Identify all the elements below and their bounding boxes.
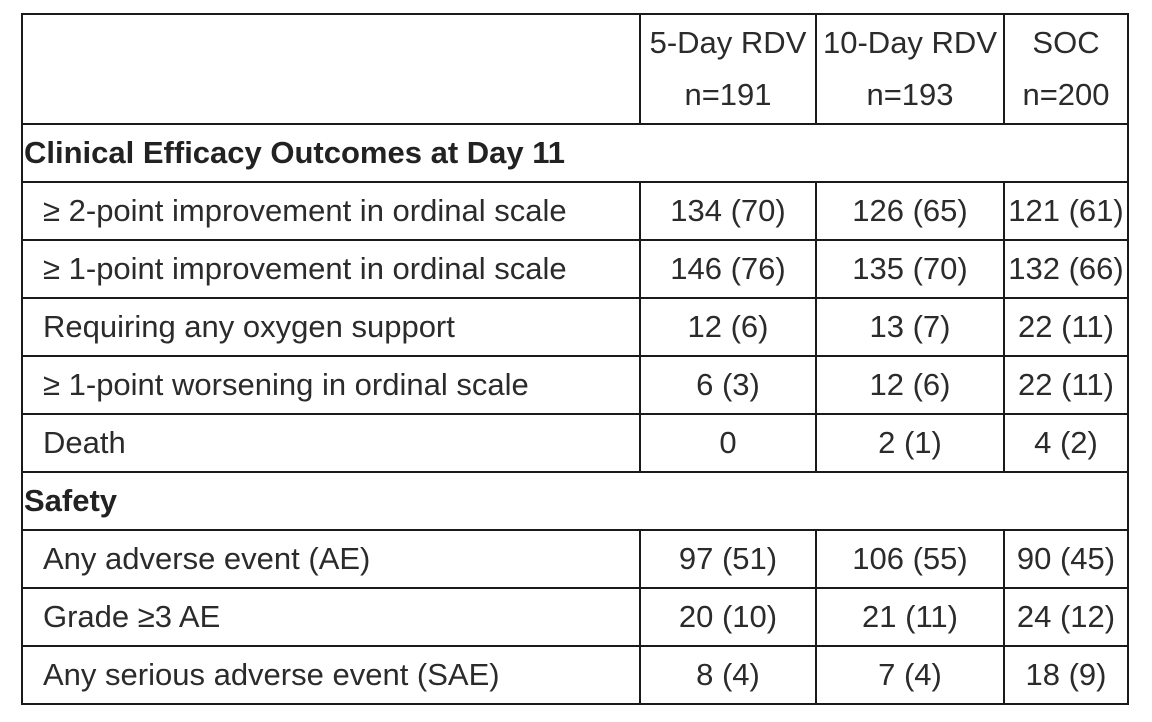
value-cell: 90 (45) bbox=[1004, 530, 1128, 588]
column-header-n: n=200 bbox=[1022, 77, 1110, 112]
value-cell: 0 bbox=[640, 414, 816, 472]
value-cell: 135 (70) bbox=[816, 240, 1004, 298]
row-label: Death bbox=[22, 414, 640, 472]
table-row bbox=[22, 356, 1128, 414]
row-label: Any serious adverse event (SAE) bbox=[22, 646, 640, 704]
value-cell: 126 (65) bbox=[816, 182, 1004, 240]
value-cell: 12 (6) bbox=[816, 356, 1004, 414]
header-corner-cell bbox=[22, 14, 640, 124]
section-title: Safety bbox=[22, 472, 1128, 530]
value-cell: 4 (2) bbox=[1004, 414, 1128, 472]
row-label: Requiring any oxygen support bbox=[22, 298, 640, 356]
value-cell: 146 (76) bbox=[640, 240, 816, 298]
table-row bbox=[22, 298, 1128, 356]
value-cell: 2 (1) bbox=[816, 414, 1004, 472]
value-cell: 24 (12) bbox=[1004, 588, 1128, 646]
table-row bbox=[22, 414, 1128, 472]
value-cell: 22 (11) bbox=[1004, 298, 1128, 356]
column-header-name: SOC bbox=[1032, 25, 1100, 60]
value-cell: 18 (9) bbox=[1004, 646, 1128, 704]
value-cell: 134 (70) bbox=[640, 182, 816, 240]
value-cell: 12 (6) bbox=[640, 298, 816, 356]
column-header-5-day-rdv bbox=[640, 14, 816, 124]
table-row bbox=[22, 646, 1128, 704]
value-cell: 22 (11) bbox=[1004, 356, 1128, 414]
column-header-name: 5-Day RDV bbox=[649, 25, 807, 60]
value-cell: 6 (3) bbox=[640, 356, 816, 414]
value-cell: 121 (61) bbox=[1004, 182, 1128, 240]
table-row bbox=[22, 530, 1128, 588]
column-header-n: n=193 bbox=[866, 77, 954, 112]
column-header-name: 10-Day RDV bbox=[823, 25, 997, 60]
value-cell: 13 (7) bbox=[816, 298, 1004, 356]
value-cell: 132 (66) bbox=[1004, 240, 1128, 298]
results-table bbox=[21, 13, 1129, 705]
table-row bbox=[22, 588, 1128, 646]
header-row bbox=[22, 14, 1128, 124]
row-label: Any adverse event (AE) bbox=[22, 530, 640, 588]
value-cell: 20 (10) bbox=[640, 588, 816, 646]
row-label: ≥ 1-point worsening in ordinal scale bbox=[22, 356, 640, 414]
results-table-body bbox=[22, 14, 1128, 704]
value-cell: 97 (51) bbox=[640, 530, 816, 588]
row-label: ≥ 1-point improvement in ordinal scale bbox=[22, 240, 640, 298]
section-header-row bbox=[22, 124, 1128, 182]
value-cell: 106 (55) bbox=[816, 530, 1004, 588]
section-title: Clinical Efficacy Outcomes at Day 11 bbox=[22, 124, 1128, 182]
row-label: ≥ 2-point improvement in ordinal scale bbox=[22, 182, 640, 240]
value-cell: 21 (11) bbox=[816, 588, 1004, 646]
column-header-soc bbox=[1004, 14, 1128, 124]
column-header-n: n=191 bbox=[684, 77, 772, 112]
section-header-row bbox=[22, 472, 1128, 530]
column-header-10-day-rdv bbox=[816, 14, 1004, 124]
table-row bbox=[22, 182, 1128, 240]
row-label: Grade ≥3 AE bbox=[22, 588, 640, 646]
value-cell: 8 (4) bbox=[640, 646, 816, 704]
table-row bbox=[22, 240, 1128, 298]
value-cell: 7 (4) bbox=[816, 646, 1004, 704]
